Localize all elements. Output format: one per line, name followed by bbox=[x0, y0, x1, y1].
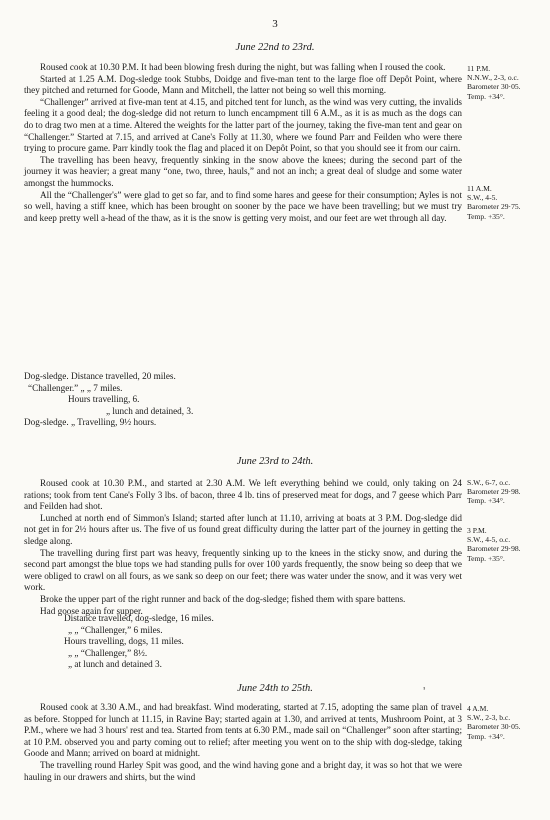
stray-mark: ᶟ bbox=[423, 684, 426, 694]
section-body-3 bbox=[24, 702, 462, 783]
page-number: 3 bbox=[272, 18, 278, 30]
paragraph: The travelling round Harley Spit was good, and the wind having gone and a bright day, it was so hot that we were hauling in our drawers and shirts, but the wind bbox=[24, 759, 462, 782]
table-row: “Challenger.” „ „ 7 miles. bbox=[28, 382, 123, 393]
table-row: „ lunch and detained, 3. bbox=[106, 405, 194, 416]
paragraph: Had goose again for supper. bbox=[40, 605, 143, 616]
table-row: Hours travelling, dogs, 11 miles. bbox=[64, 636, 184, 647]
table-row: „ at lunch and detained 3. bbox=[68, 659, 162, 670]
paragraph: “Challenger” arrived at five-man tent at 4.15, and pitched tent for lunch, as the wind was very cutting, the invalids feeling it a good deal; the dog-sledge did not return to lunch encampment till 6 A.M., as it is as much as the dogs can do to drag two men at a time. Altered the weights for the latter part of the journey, taking the five-man tent and gear on “Challenger.” Started at 7.15, and arrived at Cane's Folly at 11.30, where we found Parr and Feilden who were there trying to procure game. Parr kindly took the flag and placed it on Depôt Point, so that you should see it from our cairn. bbox=[24, 96, 462, 154]
paragraph: Roused cook at 10.30 P.M., and started at 2.30 A.M. We left everything behind we could, only taking on 24 rations; took from tent Cane's Folly 3 lbs. of bacon, three 4 lb. tins of preserved meat for dogs, and 7 geese which Parr and Feilden had shot. bbox=[24, 478, 462, 512]
section-heading-1: June 22nd to 23rd. bbox=[235, 42, 315, 53]
section-heading-2: June 23rd to 24th. bbox=[236, 456, 314, 467]
margin-note-line: S.W., 6-7, o.c. bbox=[467, 478, 511, 487]
paragraph: Lunched at north end of Simmon's Island; started after lunch at 11.10, arriving at boats at 3 P.M. Dog-sledge did not get in for 2½ hours after us. The five of us found great difficulty during the latter part of the journey in getting the sledge along. bbox=[24, 512, 462, 546]
margin-note-weather bbox=[467, 64, 549, 101]
table-row: Dog-sledge. „ Travelling, 9½ hours. bbox=[24, 417, 157, 428]
margin-note-line: Temp. +34°. bbox=[467, 731, 505, 741]
margin-note-line: 11 P.M. bbox=[467, 64, 491, 73]
margin-note-line: Barometer 29·98. bbox=[467, 487, 521, 497]
table-row: „ „ “Challenger,” 8½. bbox=[68, 647, 148, 658]
margin-note-line: Temp. +34°. bbox=[467, 496, 505, 506]
paragraph: Roused cook at 10.30 P.M. It had been blowing fresh during the night, but was falling when I roused the cook. bbox=[40, 62, 446, 72]
margin-note-line: S.W., 4-5. bbox=[467, 193, 498, 203]
margin-note-line: 4 A.M. bbox=[467, 704, 489, 713]
margin-note-line: Temp. +34°. bbox=[467, 91, 505, 101]
margin-note-line: Barometer 30·05. bbox=[467, 82, 521, 92]
distance-table-1 bbox=[24, 371, 462, 429]
distance-table-2 bbox=[24, 613, 462, 671]
table-row: Distance travelled, dog-sledge, 16 miles. bbox=[64, 613, 214, 623]
margin-note-line: S.W., 4-5, o.c. bbox=[467, 535, 511, 545]
margin-note-line: Barometer 29·98. bbox=[467, 544, 521, 554]
margin-note-weather bbox=[467, 184, 549, 221]
margin-note-line: S.W., 2-3, b.c. bbox=[467, 713, 511, 723]
section-body-1 bbox=[24, 62, 462, 224]
section-heading-3: June 24th to 25th. bbox=[237, 683, 313, 694]
margin-note-line: N.N.W., 2-3, o.c. bbox=[467, 73, 519, 83]
table-row: Hours travelling, 6. bbox=[68, 394, 140, 405]
table-row: Dog-sledge. Distance travelled, 20 miles. bbox=[24, 371, 176, 381]
margin-note-line: Temp. +35°. bbox=[467, 553, 505, 563]
paragraph: Roused cook at 3.30 A.M., and had breakfast. Wind moderating, started at 7.15, adopting the same plan of travel as before. Stopped for lunch at 11.15, in Ravine Bay; started again at 1.30, and arrived at tents, Mushroom Point, at 3 P.M., where we had 3 hours' rest and tea. Started from tents at 6.30 P.M., made sail on “Challenger” soon after starting; at 10 P.M. observed you and party coming out to relief; after meeting you went on to the ship with dog-sledge, taking Goode and Mann; arrived on board at midnight. bbox=[24, 702, 462, 759]
paragraph: All the “Challenger's” were glad to get so far, and to find some hares and geese for their consumption; Ayles is not so well, having a stiff knee, which has been brought on sooner by the pace we have been travelling; but we must try and keep pretty well a-head of the thaw, as it is the snow is getting very moist, and our feet are wet through all day. bbox=[24, 189, 462, 223]
margin-note-line: 11 A.M. bbox=[467, 184, 492, 193]
margin-note-line: 3 P.M. bbox=[467, 526, 487, 535]
margin-note-line: Temp. +35°. bbox=[467, 211, 505, 221]
margin-note-weather bbox=[467, 704, 549, 741]
margin-note-weather bbox=[467, 478, 549, 506]
paragraph: The travelling during first part was heavy, frequently sinking up to the knees in the sticky snow, and during the second part amongst the blue tops we had standing pulls for over 100 yards frequently, the snow being so deep that we were obliged to crawl on all fours, as we sank so deep on our feet; there was water under the snow, and it was very wet work. bbox=[24, 547, 462, 593]
margin-note-weather bbox=[467, 526, 549, 563]
paragraph: Broke the upper part of the right runner and back of the dog-sledge; fished them with spare battens. bbox=[40, 593, 406, 604]
paragraph: Started at 1.25 A.M. Dog-sledge took Stubbs, Doidge and five-man tent to the large floe off Depôt Point, where they pitched and returned for Goode, Mann and Mitchell, the latter not being so well this morning. bbox=[24, 73, 462, 96]
paragraph: The travelling has been heavy, frequently sinking in the snow above the knees; during the second part of the journey it was heavier; a great many “one, two, three, hauls,” and not an inch; a great deal of sludge and some water amongst the hummocks. bbox=[24, 154, 462, 188]
margin-note-line: Barometer 29·75. bbox=[467, 202, 521, 212]
table-row: „ „ “Challenger,” 6 miles. bbox=[68, 624, 163, 635]
margin-note-line: Barometer 30·05. bbox=[467, 722, 521, 732]
section-body-2 bbox=[24, 478, 462, 617]
